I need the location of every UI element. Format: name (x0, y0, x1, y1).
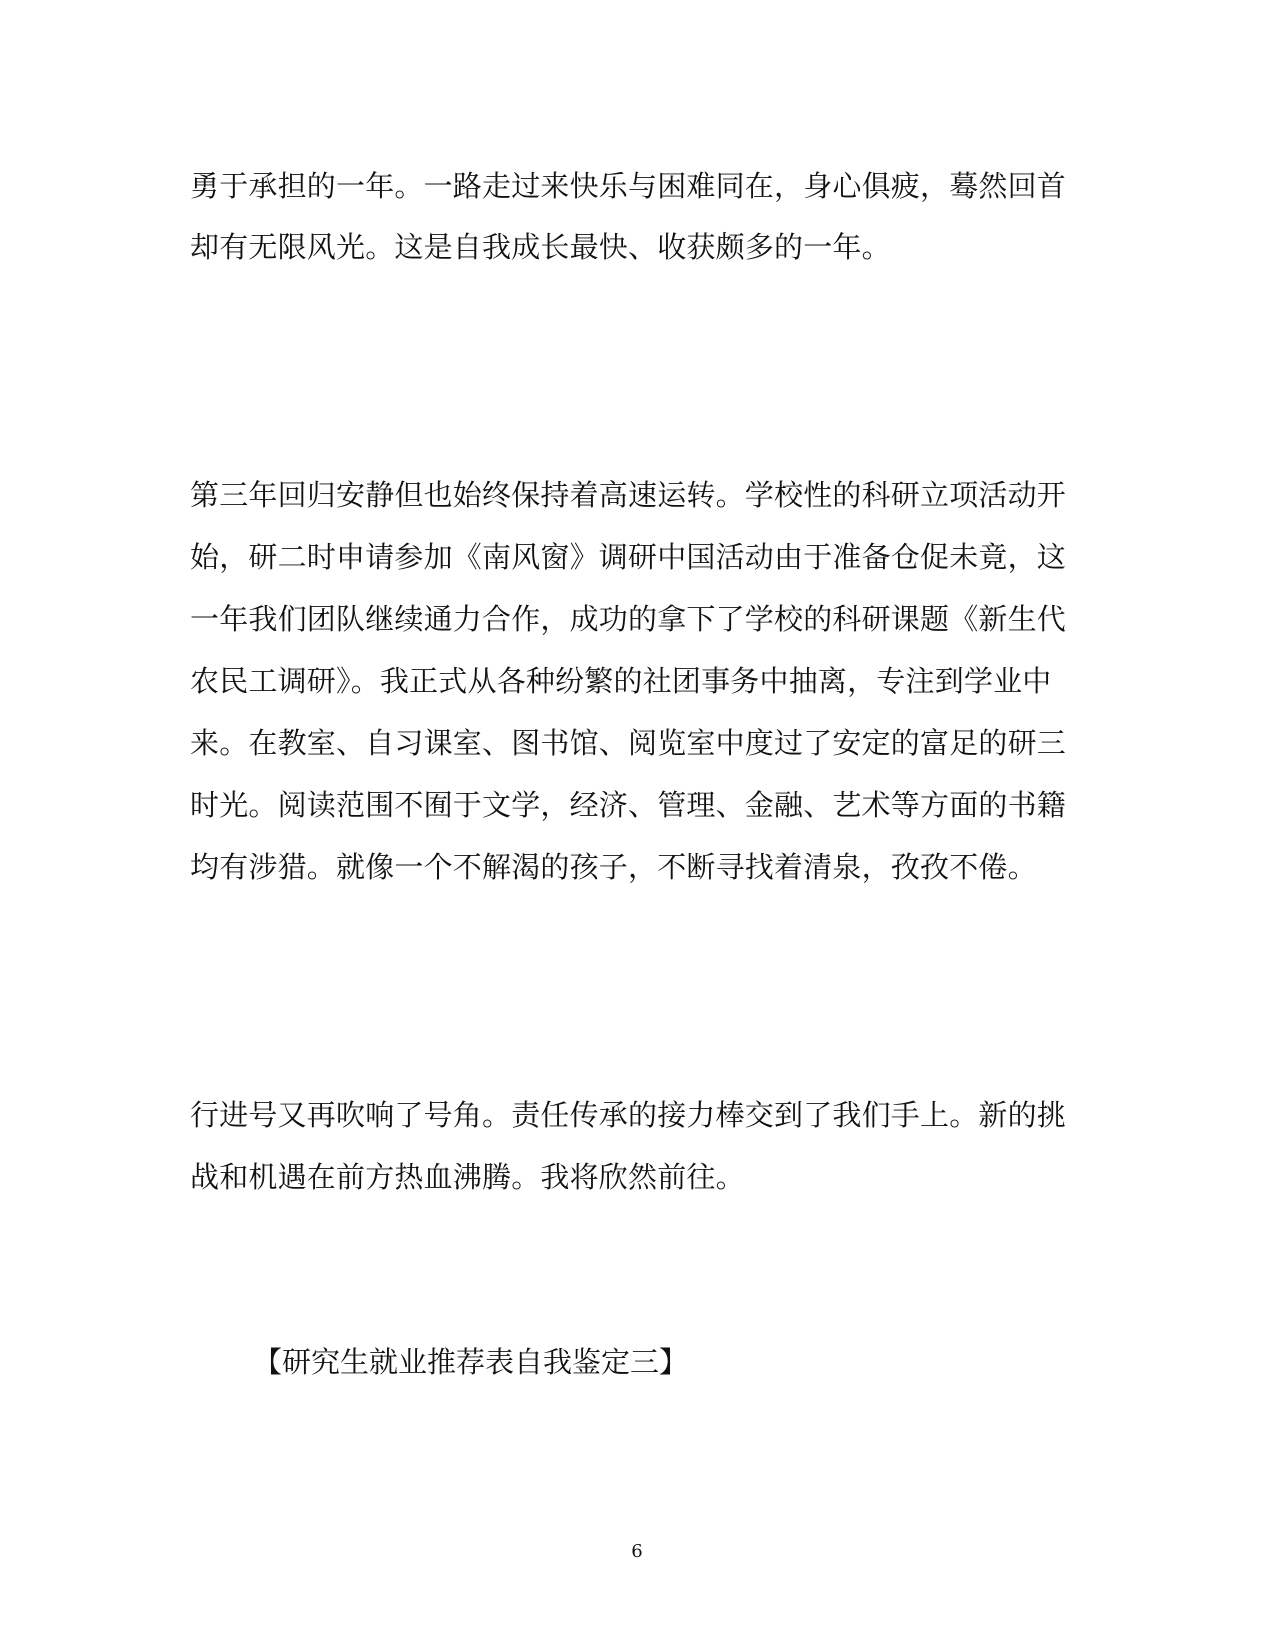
paragraph-line: 始，研二时申请参加《南风窗》调研中国活动由于准备仓促未竟，这 (190, 540, 1067, 574)
paragraph-line: 均有涉猎。就像一个不解渴的孩子，不断寻找着清泉，孜孜不倦。 (190, 850, 1037, 884)
paragraph-line: 时光。阅读范围不囿于文学，经济、管理、金融、艺术等方面的书籍 (190, 788, 1067, 822)
paragraph-line: 来。在教室、自习课室、图书馆、阅览室中度过了安定的富足的研三 (190, 726, 1067, 760)
paragraph-line: 勇于承担的一年。一路走过来快乐与困难同在，身心俱疲，蓦然回首 (190, 169, 1067, 203)
section-heading: 【研究生就业推荐表自我鉴定三】 (253, 1345, 689, 1379)
page-number: 6 (631, 1541, 643, 1562)
paragraph-line: 第三年回归安静但也始终保持着高速运转。学校性的科研立项活动开 (190, 478, 1067, 512)
paragraph-line: 农民工调研》。我正式从各种纷繁的社团事务中抽离，专注到学业中 (190, 664, 1052, 698)
paragraph-line: 战和机遇在前方热血沸腾。我将欣然前往。 (190, 1160, 745, 1194)
paragraph-line: 行进号又再吹响了号角。责任传承的接力棒交到了我们手上。新的挑 (190, 1098, 1067, 1132)
paragraph-line: 一年我们团队继续通力合作，成功的拿下了学校的科研课题《新生代 (190, 602, 1067, 636)
paragraph-line: 却有无限风光。这是自我成长最快、收获颇多的一年。 (190, 230, 891, 264)
